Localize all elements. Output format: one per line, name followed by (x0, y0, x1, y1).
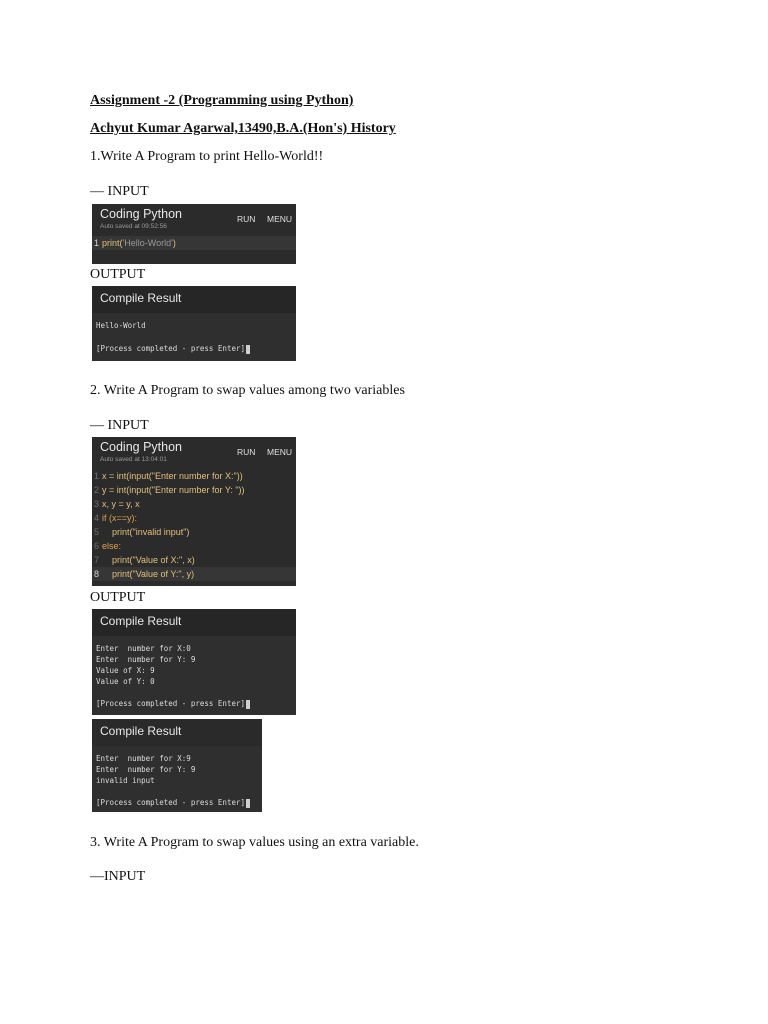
line-number: 5 (94, 527, 100, 537)
code-line[interactable] (92, 469, 296, 483)
code-token: ) (172, 238, 176, 248)
result-title: Compile Result (100, 291, 182, 305)
line-number: 4 (94, 513, 100, 523)
compile-result-2 (92, 609, 296, 715)
code-line[interactable] (92, 553, 296, 567)
code-line[interactable] (92, 483, 296, 497)
line-number: 6 (94, 541, 100, 551)
code-token: print( (102, 238, 123, 248)
code-line[interactable] (92, 567, 296, 581)
cursor-icon (246, 799, 250, 808)
code-text: if (x==y): (102, 513, 138, 523)
output-label-2: OUTPUT (90, 590, 146, 605)
code-text: print("Value of X:", x) (112, 555, 195, 565)
code-text: x, y = y, x (102, 499, 140, 509)
input-label-3: —INPUT (90, 869, 146, 884)
line-number: 1 (94, 471, 100, 481)
input-label-2: — INPUT (90, 418, 149, 433)
process-text: [Process completed - press Enter] (96, 344, 246, 353)
line-number: 3 (94, 499, 100, 509)
code-text: else: (102, 541, 122, 551)
process-completed-line (96, 797, 262, 808)
output-line: Value of X: 9 (96, 666, 155, 675)
autosave-text: Auto saved at 09:52:56 (100, 223, 167, 230)
author-line: Achyut Kumar Agarwal,13490,B.A.(Hon's) History (90, 121, 396, 136)
input-label-1: — INPUT (90, 184, 149, 199)
menu-button[interactable]: MENU (267, 214, 293, 224)
editor-title: Coding Python (100, 440, 183, 454)
code-text: x = int(input("Enter number for X:")) (102, 471, 243, 481)
output-line: Hello-World (96, 321, 146, 330)
process-completed-line (96, 698, 296, 709)
code-text: print("invalid input") (112, 527, 190, 537)
line-number: 2 (94, 485, 100, 495)
output-line: Enter number for X:0 (96, 644, 191, 653)
code-text: y = int(input("Enter number for Y: ")) (102, 485, 245, 495)
output-line: Enter number for X:9 (96, 754, 191, 763)
run-button[interactable]: RUN (237, 447, 256, 457)
code-text: print("Value of Y:", y) (112, 569, 195, 579)
editor-title: Coding Python (100, 207, 183, 221)
editor-header (92, 204, 296, 236)
result-title: Compile Result (100, 724, 182, 738)
menu-button[interactable]: MENU (267, 447, 293, 457)
result-title: Compile Result (100, 614, 182, 628)
cursor-icon (246, 345, 250, 354)
process-text: [Process completed - press Enter] (96, 798, 246, 807)
code-line[interactable] (92, 497, 296, 511)
output-line: Value of Y: 0 (96, 677, 155, 686)
code-line[interactable] (92, 539, 296, 553)
code-line[interactable] (92, 236, 296, 250)
editor-screenshot-2 (92, 437, 296, 586)
line-number: 8 (94, 569, 100, 579)
output-label-1: OUTPUT (90, 267, 146, 282)
output-line: Enter number for Y: 9 (96, 655, 196, 664)
doc-title: Assignment -2 (Programming using Python) (90, 93, 354, 108)
code-line[interactable] (92, 511, 296, 525)
output-line: invalid input (96, 776, 155, 785)
output-line: Enter number for Y: 9 (96, 765, 196, 774)
run-button[interactable]: RUN (237, 214, 256, 224)
question-3: 3. Write A Program to swap values using an extra variable. (90, 835, 419, 850)
editor-header (92, 437, 296, 469)
compile-result-1 (92, 286, 296, 361)
code-line[interactable] (92, 525, 296, 539)
question-1: 1.Write A Program to print Hello-World!! (90, 149, 324, 164)
editor-screenshot-1 (92, 204, 296, 264)
cursor-icon (246, 700, 250, 709)
code-string: 'Hello-World' (122, 238, 173, 248)
process-completed-line (96, 343, 296, 354)
compile-result-3 (92, 719, 262, 812)
line-number: 7 (94, 555, 100, 565)
question-2: 2. Write A Program to swap values among two variables (90, 383, 405, 398)
line-number: 1 (94, 238, 100, 248)
autosave-text: Auto saved at 13:04:01 (100, 456, 167, 463)
process-text: [Process completed - press Enter] (96, 699, 246, 708)
